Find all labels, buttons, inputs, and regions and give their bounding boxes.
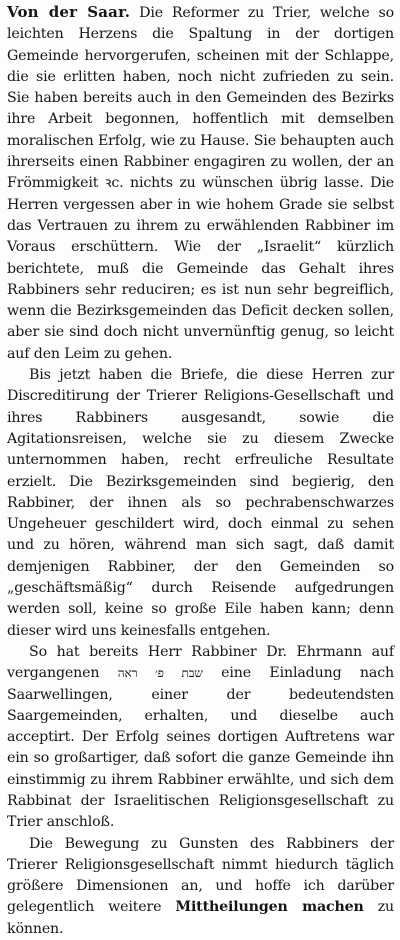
article-paragraph-2 [7, 365, 394, 642]
paragraph-1-text: Die Reformer zu Trier, welche so leichten Herzens die Spaltung in der dortigen Gemeinde hervorgerufen, scheinen mit der Schlappe, die sie erlitten haben, noch nicht zufrieden zu sein. Sie haben bereits auch in den Gemeinden des Bezirks ihre Arbeit begonnen, hoffentlich mit demselben moralischen Erfolg, wie zu Hause. Sie behaupten auch ihrerseits einen Rabbiner engagiren zu wollen, der an Frömmigkeit ꝛc. nichts zu wünschen übrig lasse. Die Herren vergessen aber in wie hohem Grade sie selbst das Vertrauen zu ihrem zu erwählenden Rabbiner im Voraus erschüttern. Wie der „Israelit“ kürzlich berichtete, muß die Gemeinde das Gehalt ihres Rabbiners sehr reduciren; es ist nun sehr begreiflich, wenn die Bezirksgemeinden das Deficit decken sollen, aber sie sind doch nicht unvernünftig genug, so leicht auf den Leim zu gehen. [7, 5, 394, 362]
paragraph-3-text-start: So hat bereits Herr Rabbiner Dr. Ehrmann auf vergangenen [7, 643, 394, 682]
paragraph-4-ending: zu können. [7, 899, 394, 937]
article-paragraph-3 [7, 642, 394, 834]
paragraph-4-bold-text: Mittheilungen machen [175, 899, 364, 916]
hebrew-phrase: שבת פ׳ ראה [117, 666, 203, 681]
paragraph-2-text: Bis jetzt haben die Briefe, die diese Herren zur Discreditirung der Trierer Religions-Gesellschaft und ihres Rabbiners ausgesandt, sowie die Agitationsreisen, welche sie zu diesem Zwecke unternommen haben, recht erfreuliche Resultate erzielt. Die Bezirksgemeinden sind begierig, den Rabbiner, der ihnen als so pechrabenschwarzes Ungeheuer geschildert wird, doch einmal zu sehen und zu hören, während man sich sagt, daß damit demjenigen Rabbiner, der den Gemeinden so „geschäftsmäßig“ durch Reisende aufgedrungen werden soll, keine so große Eile haben kann; denn dieser wird uns keinesfalls entgehen. [7, 367, 394, 639]
paragraph-4-text: Die Bewegung zu Gunsten des Rabbiners der Trierer Religionsgesellschaft nimmt hiedurch täglich größere Dimensionen an, und hoffe ich darüber gelegentlich weitere [7, 835, 394, 916]
paragraph-3-text-end: eine Einladung nach Saarwellingen, einer der bedeutendsten Saargemeinden, erhalten, und dieselbe auch acceptirt. Der Erfolg seines dortigen Auftretens war ein so großartiger, daß sofort die ganze Gemeinde ihn einstimmig zu ihrem Rabbiner erwählte, und sich dem Rabbinat der Israelitischen Religionsgesellschaft zu Trier anschloß. [7, 665, 394, 831]
article-paragraph-4 [7, 834, 394, 940]
article-paragraph-1 [7, 2, 394, 365]
article-headline: Von der Saar. [7, 3, 131, 21]
